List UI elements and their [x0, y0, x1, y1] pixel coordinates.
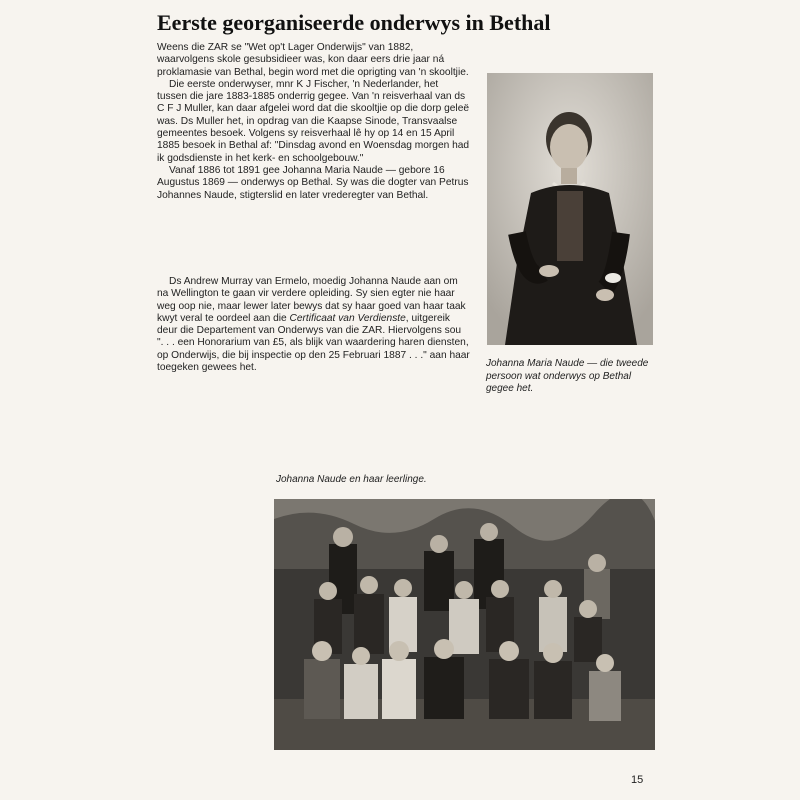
- paragraph-1: Weens die ZAR se "Wet op't Lager Onderwijs" van 1882, waarvolgens skole gesubsidieer was, kon daar eers drie jaar ná proklamasie van Bethal, begin word met die oprigting van 'n skooltjie.: [157, 42, 469, 78]
- paragraph-4: [157, 276, 470, 374]
- group-photo: [274, 499, 655, 750]
- paragraph-3: Vanaf 1886 tot 1891 gee Johanna Maria Naude — gebore 16 Augustus 1869 — onderwys op Bethal. Sy was die dogter van Petrus Johannes Naude, stigterslid en later vrederegter van Bethal.: [157, 164, 469, 201]
- page-number: 15: [631, 774, 644, 786]
- portrait-photo: [487, 73, 653, 345]
- paragraph-4-part2: , uitgereik deur die Departement van Onderwys van die ZAR. Hiervolgens sou ". . . een Honorarium van £5, als blijk van waardering haren diensten, op Onderwijs, die bij inspectie op den 25 Februari 1887 . . ." aan haar toegeken gewees het.: [157, 312, 470, 374]
- page-title: Eerste georganiseerde onderwys in Bethal: [157, 10, 551, 35]
- intro-text: [157, 42, 470, 202]
- group-caption: Johanna Naude en haar leerlinge.: [276, 474, 427, 485]
- portrait-caption: Johanna Maria Naude — die tweede persoon wat onderwys op Bethal gegee het.: [486, 358, 649, 394]
- paragraph-4-part1: Ds Andrew Murray van Ermelo, moedig Johanna Naude aan om na Wellington te gaan vir verdere opleiding. Sy sien egter nie haar weg oop nie, maar lewer later bewys dat sy haar goed van haar taak kwyt veral te oordeel aan die: [157, 276, 466, 324]
- paragraph-2: Die eerste onderwyser, mnr K J Fischer, 'n Nederlander, het tussen die jare 1883-1885 onderrig gegee. Van 'n reisverhaal van ds C F J Muller, kan daar afgelei word dat die skooltjie op die dorp geleë was. Ds Muller het, in opdrag van die Kaapse Sinode, Transvaalse gemeentes besoek. Volgens sy reisverhaal lê hy op 14 en 15 April 1885 besoek in Bethal af: "Dinsdag avond en Woensdag morgen had ik godsdienste in het kerk- en schoolgebouw.": [157, 78, 470, 164]
- certificate-title: Certificaat van Verdienste: [289, 312, 406, 324]
- murray-text: [157, 276, 470, 374]
